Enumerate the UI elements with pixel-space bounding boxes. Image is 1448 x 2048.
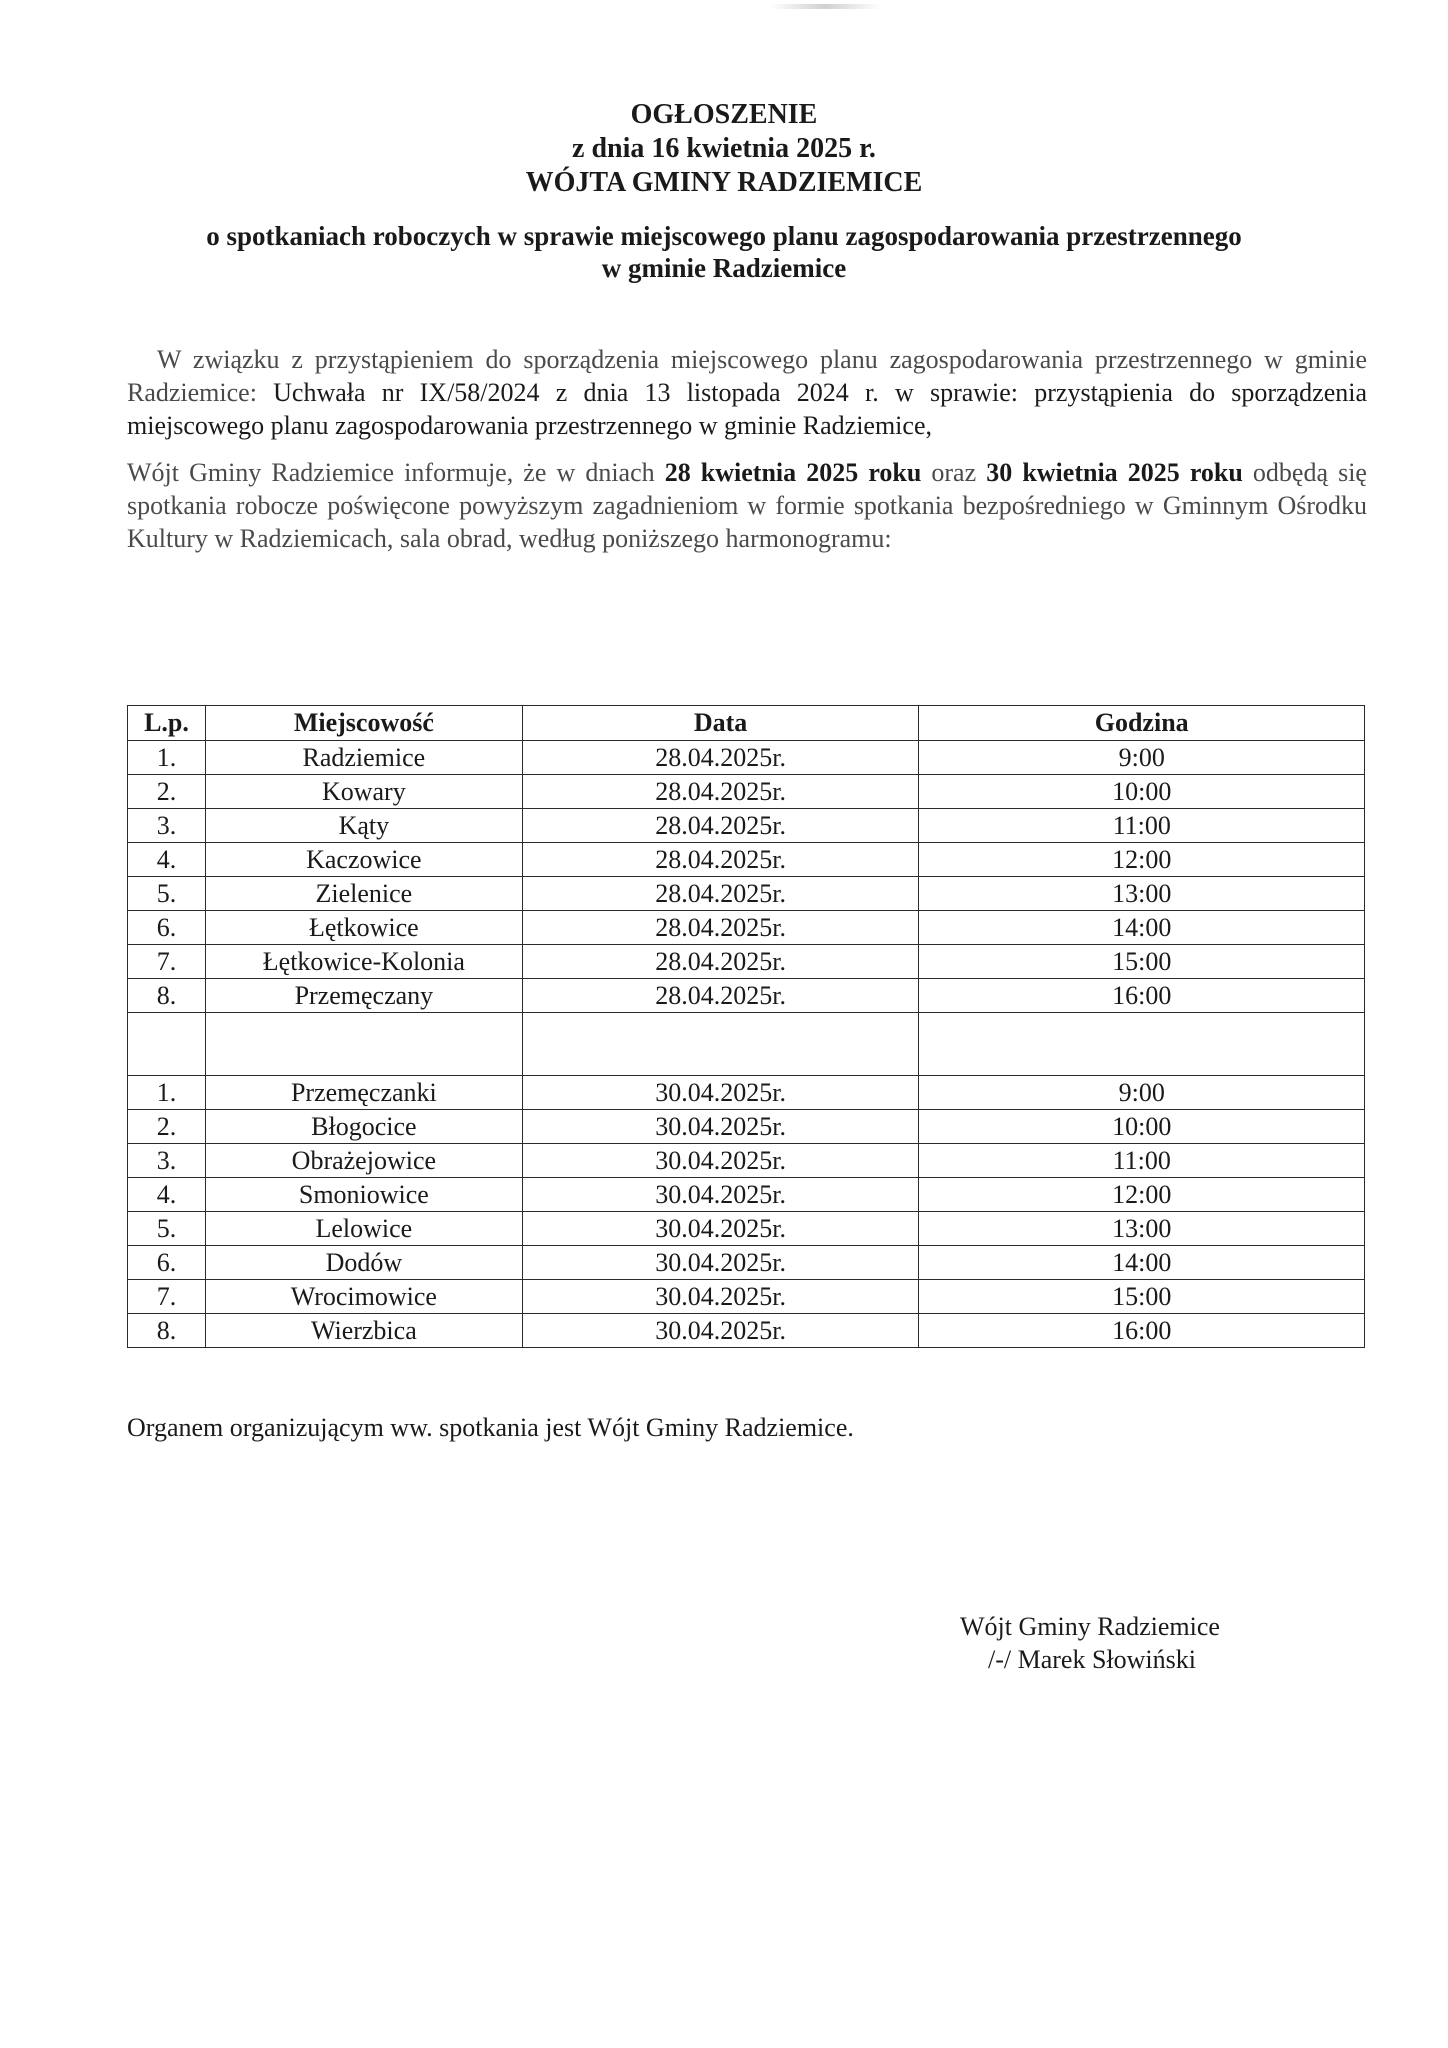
announcement-header [0,98,1448,284]
spacer-cell [128,1013,206,1076]
schedule-group-28-april [128,741,1365,1013]
spacer-cell [205,1013,522,1076]
row-lp: 1. [128,1076,206,1110]
table-row [128,945,1365,979]
row-place: Kowary [205,775,522,809]
intro-p2-date-2: 30 kwietnia 2025 roku [986,458,1243,487]
row-hour: 10:00 [919,775,1365,809]
row-place: Przemęczanki [205,1076,522,1110]
row-hour: 15:00 [919,945,1365,979]
table-row [128,809,1365,843]
table-row [128,1076,1365,1110]
row-place: Kaczowice [205,843,522,877]
table-row [128,1246,1365,1280]
header-date: Data [522,706,919,741]
table-row [128,1212,1365,1246]
table-row [128,1110,1365,1144]
row-date: 28.04.2025r. [522,775,919,809]
subject-line-1: o spotkaniach roboczych w sprawie miejscowego planu zagospodarowania przestrzennego [206,221,1242,251]
subject-line-2: w gminie Radziemice [601,253,847,283]
scan-artifact [770,4,880,9]
row-hour: 13:00 [919,1212,1365,1246]
row-lp: 1. [128,741,206,775]
row-date: 30.04.2025r. [522,1246,919,1280]
row-place: Obrażejowice [205,1144,522,1178]
row-lp: 8. [128,979,206,1013]
intro-p2-part-e: odbędą się spotkania robocze poświęcone powyższym zagadnieniom w formie spotkania bezpośredniego w Gminnym Ośrodku Kultury w Radziemicach, sala obrad, według poniższego harmonogramu: [127,458,1367,553]
intro-text [127,343,1367,555]
row-lp: 2. [128,775,206,809]
intro-p1-part-b: Uchwała nr IX/58/2024 z dnia 13 listopada 2024 r. w sprawie: przystąpienia do sporządzenia miejscowego planu zagospodarowania przestrzennego w gminie Radziemice, [127,378,1367,440]
schedule-table [127,705,1365,1348]
row-date: 28.04.2025r. [522,741,919,775]
row-lp: 4. [128,1178,206,1212]
table-row [128,1314,1365,1348]
row-place: Smoniowice [205,1178,522,1212]
row-place: Kąty [205,809,522,843]
row-place: Wierzbica [205,1314,522,1348]
row-date: 28.04.2025r. [522,809,919,843]
schedule-group-30-april [128,1076,1365,1348]
row-lp: 4. [128,843,206,877]
row-place: Dodów [205,1246,522,1280]
row-date: 30.04.2025r. [522,1314,919,1348]
row-place: Lelowice [205,1212,522,1246]
row-lp: 6. [128,1246,206,1280]
header-place: Miejscowość [205,706,522,741]
organizer-note: Organem organizującym ww. spotkania jest Wójt Gminy Radziemice. [127,1413,854,1442]
row-date: 30.04.2025r. [522,1212,919,1246]
issuing-authority: WÓJTA GMINY RADZIEMICE [525,167,923,198]
row-lp: 3. [128,1144,206,1178]
table-row [128,877,1365,911]
row-place: Wrocimowice [205,1280,522,1314]
table-header-row [128,706,1365,741]
table-row [128,979,1365,1013]
announcement-date: z dnia 16 kwietnia 2025 r. [572,133,876,164]
row-hour: 16:00 [919,1314,1365,1348]
row-date: 30.04.2025r. [522,1110,919,1144]
row-hour: 9:00 [919,741,1365,775]
row-lp: 7. [128,1280,206,1314]
row-lp: 2. [128,1110,206,1144]
row-date: 30.04.2025r. [522,1076,919,1110]
row-date: 30.04.2025r. [522,1178,919,1212]
intro-paragraph-2 [127,456,1367,555]
row-place: Zielenice [205,877,522,911]
row-hour: 13:00 [919,877,1365,911]
row-lp: 5. [128,1212,206,1246]
signature-block [960,1610,1220,1676]
row-date: 30.04.2025r. [522,1144,919,1178]
row-hour: 11:00 [919,1144,1365,1178]
header-hour: Godzina [919,706,1365,741]
row-place: Łętkowice [205,911,522,945]
row-hour: 14:00 [919,1246,1365,1280]
row-date: 28.04.2025r. [522,945,919,979]
spacer-row [128,1013,1365,1076]
row-lp: 6. [128,911,206,945]
intro-paragraph-1 [127,343,1367,442]
row-hour: 9:00 [919,1076,1365,1110]
row-place: Przemęczany [205,979,522,1013]
announcement-title: OGŁOSZENIE [630,99,818,130]
schedule-spacer [128,1013,1365,1076]
row-hour: 12:00 [919,843,1365,877]
signature-title: Wójt Gminy Radziemice [960,1612,1220,1641]
announcement-subject [0,220,1448,284]
row-date: 28.04.2025r. [522,979,919,1013]
row-lp: 8. [128,1314,206,1348]
spacer-cell [522,1013,919,1076]
table-row [128,741,1365,775]
row-date: 28.04.2025r. [522,877,919,911]
row-place: Radziemice [205,741,522,775]
row-date: 30.04.2025r. [522,1280,919,1314]
spacer-cell [919,1013,1365,1076]
intro-p2-part-c: oraz [921,458,987,487]
signature-name: /-/ Marek Słowiński [988,1645,1196,1674]
row-hour: 16:00 [919,979,1365,1013]
row-hour: 14:00 [919,911,1365,945]
intro-p2-date-1: 28 kwietnia 2025 roku [664,458,922,487]
row-lp: 5. [128,877,206,911]
table-row [128,911,1365,945]
table-row [128,1280,1365,1314]
row-hour: 11:00 [919,809,1365,843]
intro-p1-part-a: W związku z przystąpieniem do sporządzenia miejscowego planu zagospodarowania przestrzennego w gminie Radziemice: [127,345,1367,407]
table-row [128,1144,1365,1178]
header-lp: L.p. [128,706,206,741]
table-row [128,775,1365,809]
row-place: Łętkowice-Kolonia [205,945,522,979]
row-hour: 10:00 [919,1110,1365,1144]
row-lp: 3. [128,809,206,843]
intro-p2-part-a: Wójt Gminy Radziemice informuje, że w dniach [127,458,665,487]
table-row [128,843,1365,877]
row-hour: 12:00 [919,1178,1365,1212]
row-date: 28.04.2025r. [522,843,919,877]
row-hour: 15:00 [919,1280,1365,1314]
row-place: Błogocice [205,1110,522,1144]
row-date: 28.04.2025r. [522,911,919,945]
row-lp: 7. [128,945,206,979]
table-row [128,1178,1365,1212]
